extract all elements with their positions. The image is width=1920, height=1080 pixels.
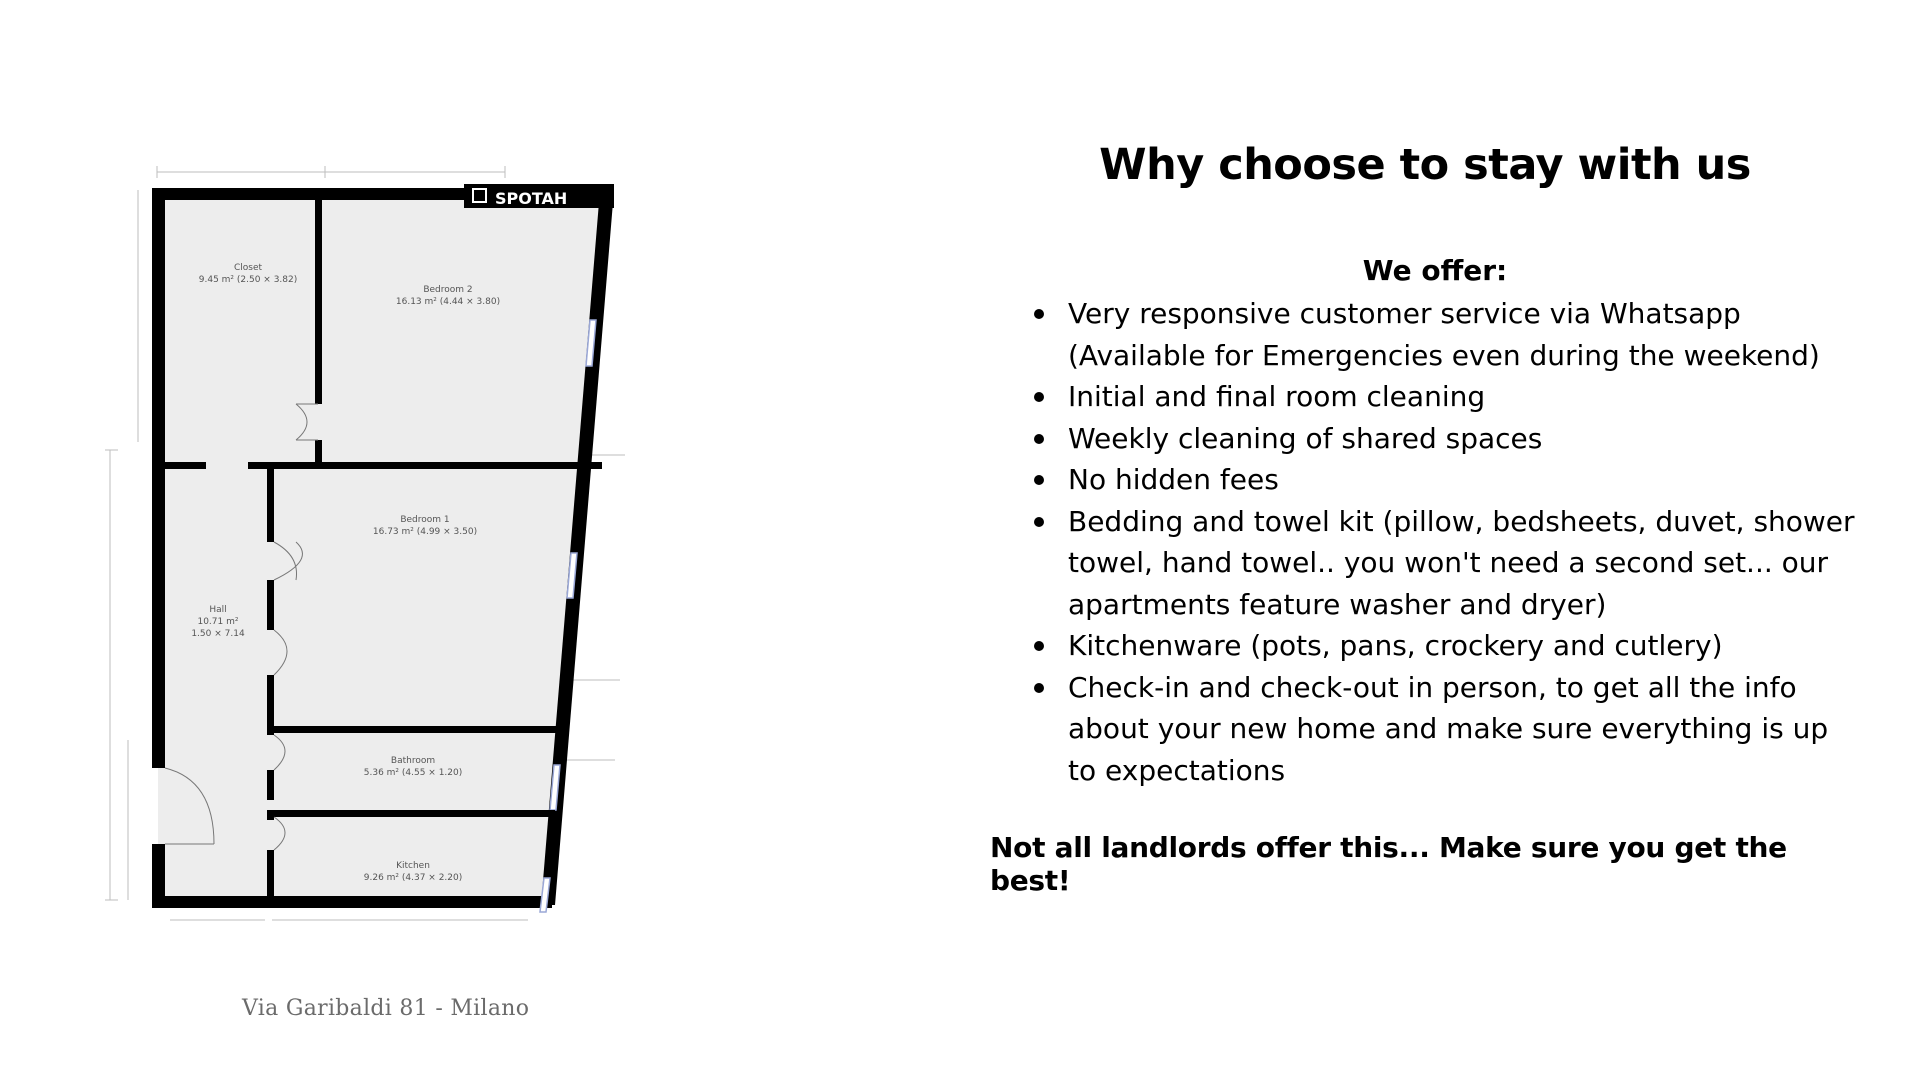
room-kitchen-area: 9.26 m² (4.37 × 2.20) [363, 873, 463, 883]
room-hall-area: 10.71 m² [197, 617, 239, 627]
page-title: Why choose to stay with us [1099, 140, 1751, 190]
room-closet-area: 9.45 m² (2.50 × 3.82) [198, 275, 298, 285]
closing-statement: Not all landlords offer this... Make sure you get the best! [990, 831, 1787, 897]
room-bedroom2-area: 16.13 m² (4.44 × 3.80) [395, 297, 501, 307]
room-hall-name: Hall [209, 605, 227, 615]
list-item: Kitchenware (pots, pans, crockery and cutlery) [1030, 625, 1860, 667]
benefits-panel [990, 130, 1860, 897]
svg-text:SPOTAH: SPOTAH [495, 189, 568, 208]
list-item: Bedding and towel kit (pillow, bedsheets, duvet, shower towel, hand towel.. you won't need a second set... our apartments feature washer and dryer) [1030, 501, 1860, 626]
address-caption: Via Garibaldi 81 - Milano [242, 996, 530, 1021]
room-kitchen-name: Kitchen [396, 861, 430, 871]
room-bathroom-name: Bathroom [390, 756, 436, 766]
room-bathroom-area: 5.36 m² (4.55 × 1.20) [363, 768, 463, 778]
room-closet-name: Closet [233, 263, 263, 273]
list-item: Very responsive customer service via Whatsapp (Available for Emergencies even during the weekend) [1030, 293, 1860, 376]
room-bedroom1-name: Bedroom 1 [400, 515, 450, 525]
offer-heading: We offer: [1362, 254, 1508, 287]
room-bedroom2-name: Bedroom 2 [423, 285, 473, 295]
list-item: No hidden fees [1030, 459, 1860, 501]
offer-list [990, 293, 1860, 791]
list-item: Weekly cleaning of shared spaces [1030, 418, 1860, 460]
list-item: Check-in and check-out in person, to get all the info about your new home and make sure everything is up to expectations [1030, 667, 1860, 792]
floor-area [158, 192, 612, 900]
room-bedroom1-area: 16.73 m² (4.99 × 3.50) [372, 527, 478, 537]
floor-plan [100, 160, 680, 940]
list-item: Initial and final room cleaning [1030, 376, 1860, 418]
spotahome-logo [464, 184, 614, 208]
room-hall-dims: 1.50 × 7.14 [191, 629, 245, 639]
